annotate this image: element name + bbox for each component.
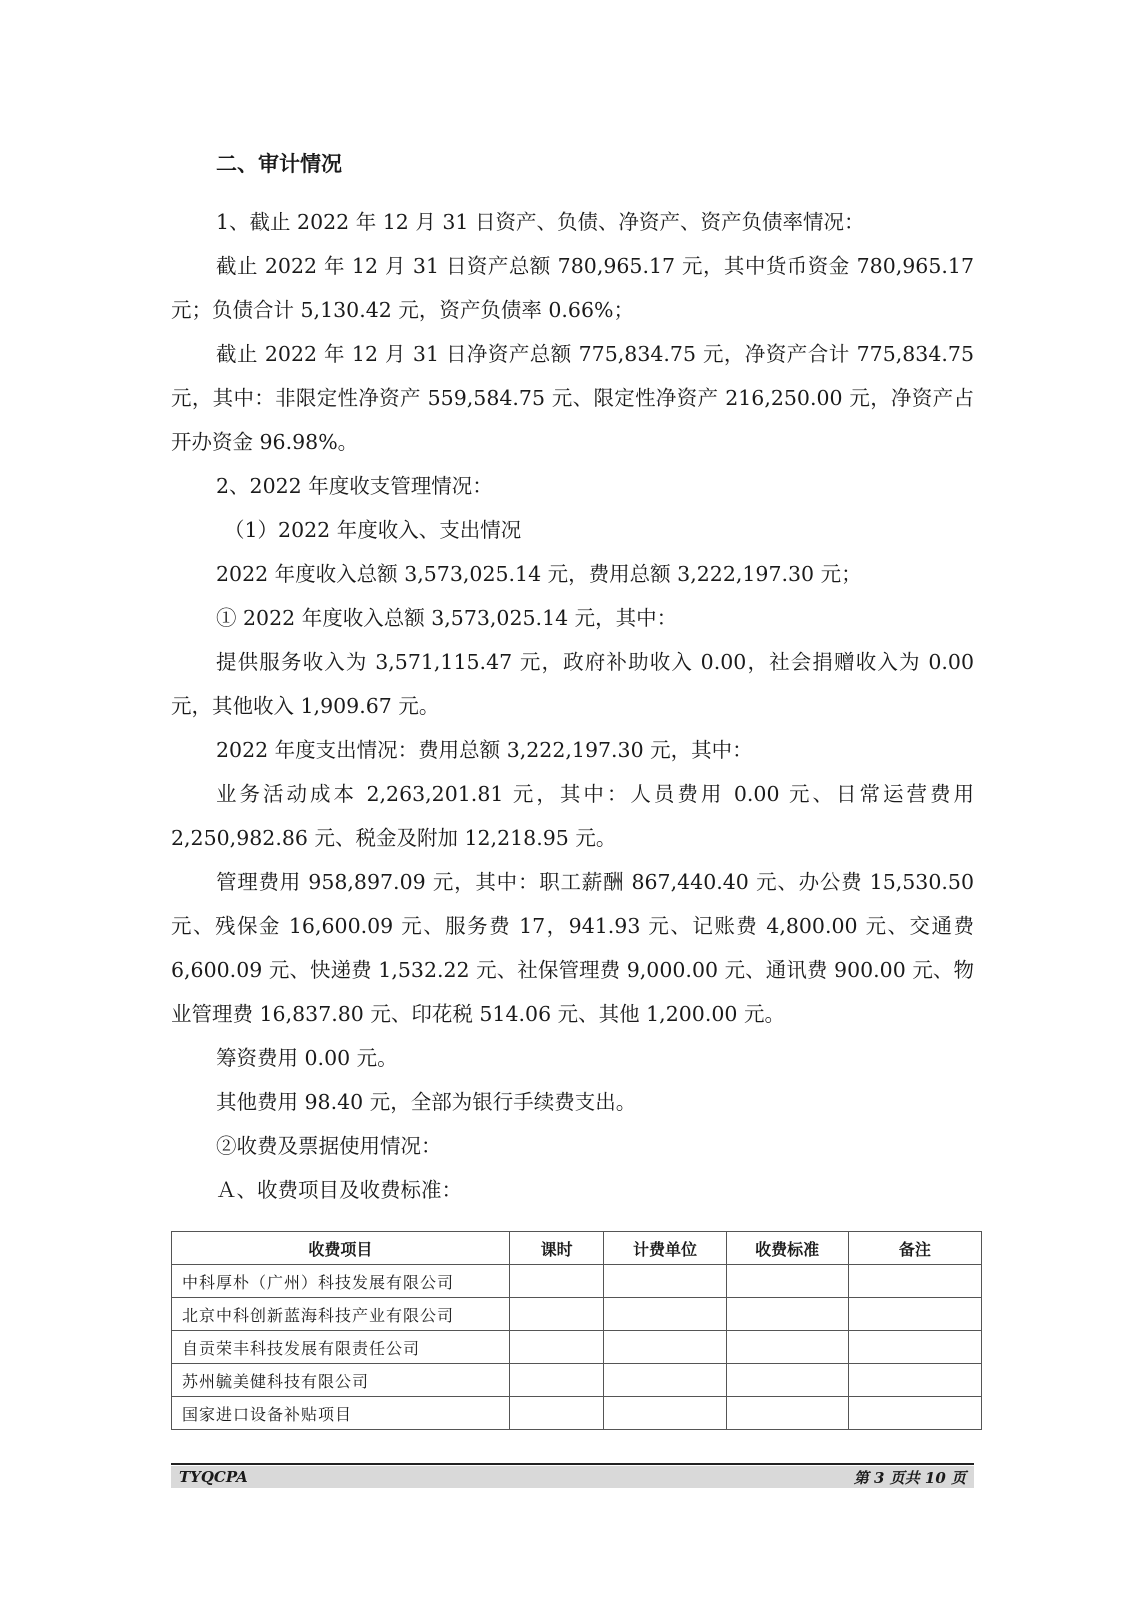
cell-fee-item: 北京中科创新蓝海科技产业有限公司 <box>172 1298 510 1331</box>
cell-fee-item: 国家进口设备补贴项目 <box>172 1397 510 1430</box>
cell-class-hours <box>509 1265 604 1298</box>
cell-fee-standard <box>726 1265 848 1298</box>
header-class-hours: 课时 <box>509 1232 604 1265</box>
cell-fee-standard <box>726 1397 848 1430</box>
document-body <box>171 146 974 1212</box>
cell-fee-item: 中科厚朴（广州）科技发展有限公司 <box>172 1265 510 1298</box>
paragraph-13: 其他费用 98.40 元，全部为银行手续费支出。 <box>216 1090 637 1114</box>
fee-table <box>171 1231 982 1430</box>
footer-firm-code: TYQCPA <box>179 1468 248 1486</box>
paragraph-4: 2、2022 年度收支管理情况： <box>216 474 493 498</box>
footer-divider <box>171 1463 974 1465</box>
header-fee-standard: 收费标准 <box>726 1232 848 1265</box>
cell-remarks <box>848 1265 981 1298</box>
cell-class-hours <box>509 1397 604 1430</box>
paragraph-15: Ａ、收费项目及收费标准： <box>216 1178 462 1202</box>
paragraph-7: ① 2022 年度收入总额 3,573,025.14 元，其中： <box>216 606 678 630</box>
cell-class-hours <box>509 1331 604 1364</box>
cell-billing-unit <box>604 1298 726 1331</box>
cell-fee-standard <box>726 1331 848 1364</box>
table-row <box>172 1364 982 1397</box>
cell-class-hours <box>509 1364 604 1397</box>
cell-billing-unit <box>604 1265 726 1298</box>
paragraph-1: 1、截止 2022 年 12 月 31 日资产、负债、净资产、资产负债率情况： <box>216 210 865 234</box>
cell-remarks <box>848 1331 981 1364</box>
paragraph-5: （1）2022 年度收入、支出情况 <box>224 518 522 542</box>
cell-fee-standard <box>726 1298 848 1331</box>
paragraph-10: 业务活动成本 2,263,201.81 元，其中：人员费用 0.00 元、日常运营费用 2,250,982.86 元、税金及附加 12,218.95 元。 <box>171 782 974 850</box>
paragraph-2: 截止 2022 年 12 月 31 日资产总额 780,965.17 元，其中货币资金 780,965.17 元；负债合计 5,130.42 元，资产负债率 0.66%； <box>171 254 974 322</box>
cell-remarks <box>848 1298 981 1331</box>
paragraph-12: 筹资费用 0.00 元。 <box>216 1046 398 1070</box>
cell-remarks <box>848 1397 981 1430</box>
header-billing-unit: 计费单位 <box>604 1232 726 1265</box>
paragraph-14: ②收费及票据使用情况： <box>216 1134 442 1158</box>
footer-page-number: 第 3 页共 10 页 <box>853 1468 966 1487</box>
cell-fee-item: 自贡荣丰科技发展有限责任公司 <box>172 1331 510 1364</box>
table-row <box>172 1298 982 1331</box>
cell-remarks <box>848 1364 981 1397</box>
header-remarks: 备注 <box>848 1232 981 1265</box>
page-footer <box>171 1466 974 1488</box>
cell-billing-unit <box>604 1331 726 1364</box>
table-header-row <box>172 1232 982 1265</box>
header-fee-item: 收费项目 <box>172 1232 510 1265</box>
table-row <box>172 1265 982 1298</box>
cell-billing-unit <box>604 1397 726 1430</box>
cell-class-hours <box>509 1298 604 1331</box>
section-title: 二、审计情况 <box>216 151 342 176</box>
table-row <box>172 1331 982 1364</box>
paragraph-11: 管理费用 958,897.09 元，其中：职工薪酬 867,440.40 元、办公费 15,530.50 元、残保金 16,600.09 元、服务费 17，941.93 元、记账费 4,800.00 元、交通费 6,600.09 元、快递费 1,532.22 元、社保管理费 9,000.00 元、通讯费 900.00 元、物业管理费 16,837.80 元、印花税 514.06 元、其他 1,200.00 元。 <box>171 870 974 1026</box>
paragraph-8: 提供服务收入为 3,571,115.47 元，政府补助收入 0.00，社会捐赠收入为 0.00 元，其他收入 1,909.67 元。 <box>171 650 974 718</box>
paragraph-6: 2022 年度收入总额 3,573,025.14 元，费用总额 3,222,197.30 元； <box>216 562 862 586</box>
cell-billing-unit <box>604 1364 726 1397</box>
paragraph-3: 截止 2022 年 12 月 31 日净资产总额 775,834.75 元，净资产合计 775,834.75 元，其中：非限定性净资产 559,584.75 元、限定性净资产 216,250.00 元，净资产占开办资金 96.98%。 <box>171 342 974 454</box>
table-row <box>172 1397 982 1430</box>
cell-fee-standard <box>726 1364 848 1397</box>
cell-fee-item: 苏州毓美健科技有限公司 <box>172 1364 510 1397</box>
paragraph-9: 2022 年度支出情况：费用总额 3,222,197.30 元，其中： <box>216 738 753 762</box>
